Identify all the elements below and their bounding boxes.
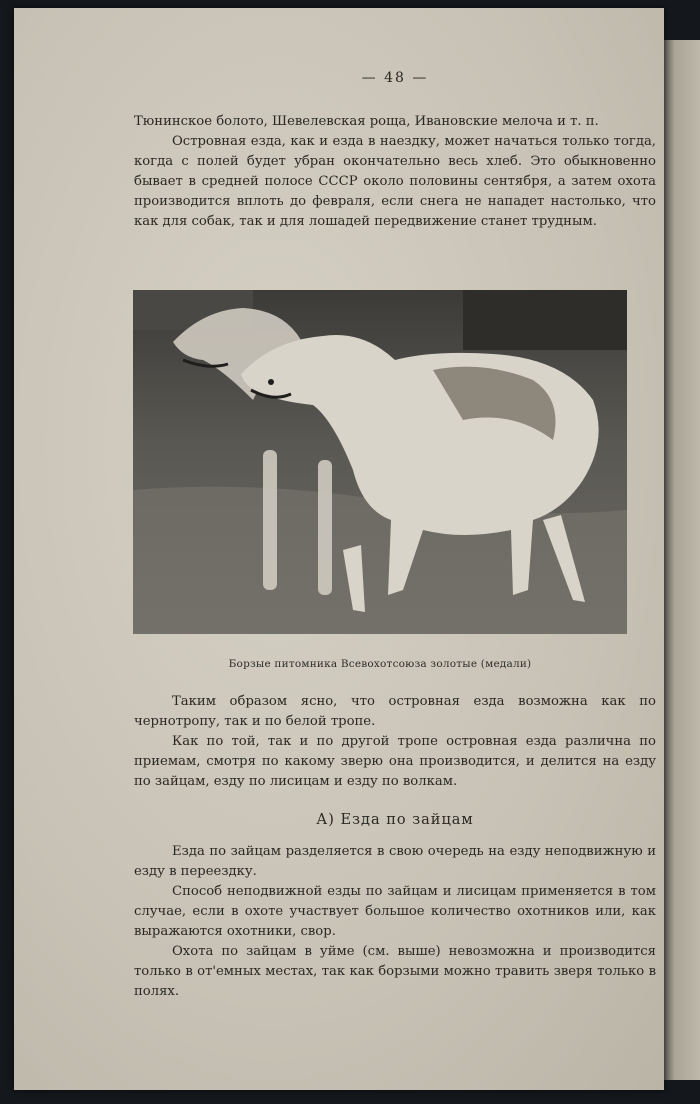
photo-caption: Борзые питомника Всевохотсоюза золотые (медали) xyxy=(228,658,532,670)
adjacent-page-edge xyxy=(664,40,700,1080)
paragraph: Как по той, так и по другой тропе островная езда различна по приемам, смотря по какому зверю она производится, и делится на езду по зайцам, езду по лисицам и езду по волкам. xyxy=(134,734,656,789)
paragraph: Островная езда, как и езда в наездку, может начаться только тогда, когда с полей будет убран окончательно весь хлеб. Это обыкновенно бывает в средней полосе СССР около половины сентября, а затем охота производится вплоть до февраля, если снега не нападет настолько, что как для собак, так и для лошадей передвижение станет трудным. xyxy=(134,134,656,229)
paragraph: Тюнинское болото, Шевелевская роща, Ивановские мелоча и т. п. xyxy=(134,114,599,129)
top-text-block xyxy=(134,112,656,232)
page-number: — 48 — xyxy=(361,70,429,86)
paragraph: Езда по зайцам разделяется в свою очередь на езду неподвижную и езду в переездку. xyxy=(134,844,656,879)
paragraph: Таким образом ясно, что островная езда возможна как по чернотропу, так и по белой тропе. xyxy=(134,694,656,729)
middle-text-block xyxy=(134,692,656,792)
paragraph: Способ неподвижной езды по зайцам и лисицам применяется в том случае, если в охоте участвует большое количество охотников или, как выражаются охотники, свор. xyxy=(134,884,656,939)
book-page xyxy=(14,8,664,1090)
section-heading: А) Езда по зайцам xyxy=(316,812,474,828)
borzoi-dogs-photo xyxy=(133,290,627,634)
dogs-illustration xyxy=(133,290,627,634)
paragraph: Охота по зайцам в уйме (см. выше) невозможна и производится только в от'емных местах, так как борзыми можно травить зверя только в полях. xyxy=(134,944,656,999)
bottom-text-block xyxy=(134,842,656,1002)
